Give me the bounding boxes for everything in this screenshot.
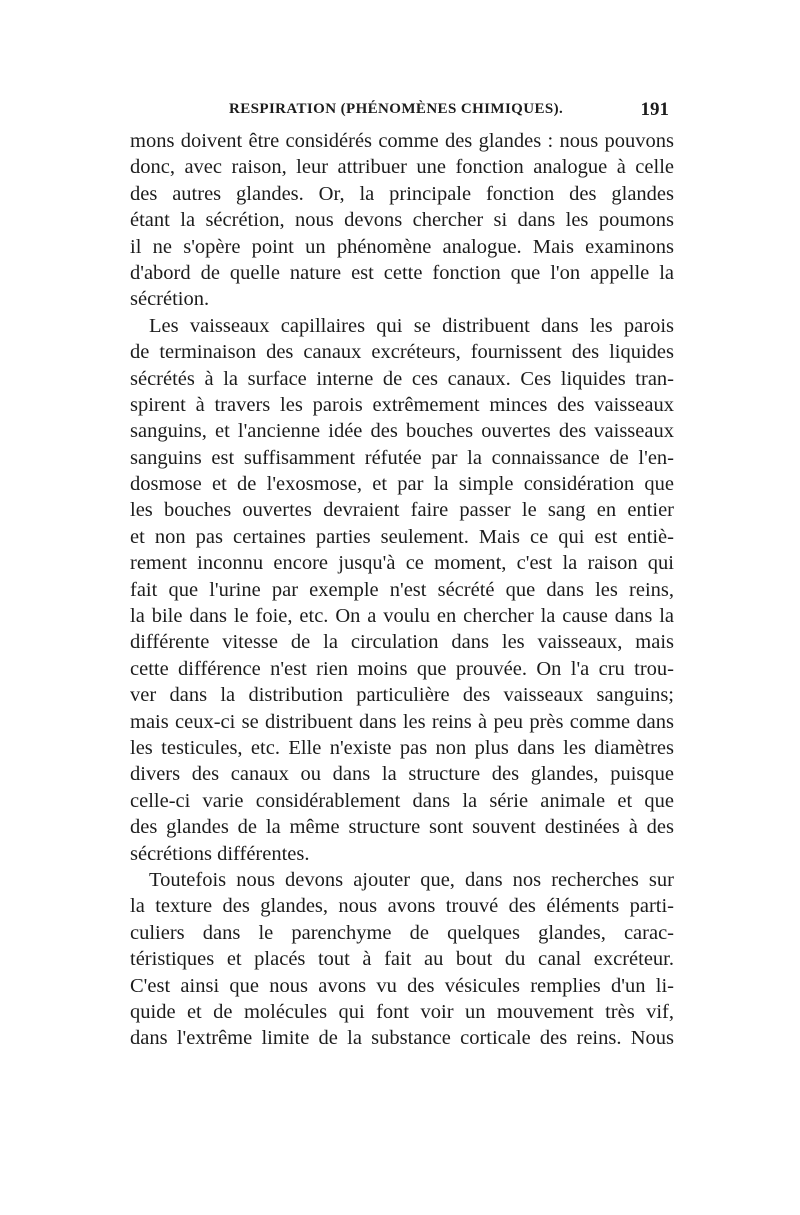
paragraph (130, 313, 674, 867)
text-line: dans l'extrême limite de la substance corticale des reins. Nous (130, 1027, 674, 1050)
text-line: sanguins, et l'ancienne idée des bouches ouvertes des vaisseaux (130, 420, 674, 443)
text-line: celle-ci varie considérablement dans la série animale et que (130, 789, 674, 812)
text-line: donc, avec raison, leur attribuer une fonction analogue à celle (130, 156, 674, 179)
text-line: sanguins est suffisamment réfutée par la connaissance de l'en- (130, 446, 674, 469)
text-line: C'est ainsi que nous avons vu des vésicules remplies d'un li- (130, 974, 674, 997)
text-line: la bile dans le foie, etc. On a voulu en chercher la cause dans la (130, 605, 674, 628)
text-line: sécrétions différentes. (130, 842, 310, 865)
text-line: cette différence n'est rien moins que prouvée. On l'a cru trou- (130, 657, 674, 680)
text-line: et non pas certaines parties seulement. Mais ce qui est entiè- (130, 525, 674, 548)
text-line: Les vaisseaux capillaires qui se distribuent dans les parois (149, 314, 674, 337)
text-line: quide et de molécules qui font voir un mouvement très vif, (130, 1000, 674, 1023)
text-line: mons doivent être considérés comme des glandes : nous pouvons (130, 130, 674, 152)
running-head (229, 101, 669, 123)
text-line: fait que l'urine par exemple n'est sécrété que dans les reins, (130, 578, 674, 601)
text-line: des glandes de la même structure sont souvent destinées à des (130, 816, 674, 839)
text-line: Toutefois nous devons ajouter que, dans nos recherches sur (149, 868, 674, 891)
page-number: 191 (640, 99, 669, 120)
text-line: ver dans la distribution particulière des vaisseaux sanguins; (130, 684, 674, 707)
text-line: spirent à travers les parois extrêmement minces des vaisseaux (130, 393, 674, 416)
text-line: divers des canaux ou dans la structure des glandes, puisque (130, 763, 674, 786)
paragraph (130, 867, 674, 1052)
text-line: les bouches ouvertes devraient faire passer le sang en entier (130, 499, 674, 522)
text-line: sécrétion. (130, 288, 210, 311)
text-line: dosmose et de l'exosmose, et par la simple considération que (130, 473, 674, 496)
text-line: sécrétés à la surface interne de ces canaux. Ces liquides tran- (130, 367, 674, 390)
running-title: RESPIRATION (PHÉNOMÈNES CHIMIQUES). (229, 101, 564, 117)
text-line: les testicules, etc. Elle n'existe pas non plus dans les diamètres (130, 736, 674, 759)
text-line: rement inconnu encore jusqu'à ce moment, c'est la raison qui (130, 552, 674, 575)
text-line: il ne s'opère point un phénomène analogue. Mais examinons (130, 235, 674, 258)
text-line: d'abord de quelle nature est cette fonction que l'on appelle la (130, 261, 674, 284)
text-line: culiers dans le parenchyme de quelques glandes, carac- (130, 921, 674, 944)
paragraph (130, 128, 674, 313)
text-line: de terminaison des canaux excréteurs, fournissent des liquides (130, 341, 674, 364)
text-line: mais ceux-ci se distribuent dans les reins à peu près comme dans (130, 710, 674, 733)
text-line: des autres glandes. Or, la principale fonction des glandes (130, 182, 674, 205)
text-line: téristiques et placés tout à fait au bout du canal excréteur. (130, 948, 674, 971)
body-text (130, 128, 674, 1052)
text-line: étant la sécrétion, nous devons chercher si dans les poumons (130, 209, 674, 232)
text-line: différente vitesse de la circulation dans les vaisseaux, mais (130, 631, 674, 654)
text-line: la texture des glandes, nous avons trouvé des éléments parti- (130, 895, 674, 918)
